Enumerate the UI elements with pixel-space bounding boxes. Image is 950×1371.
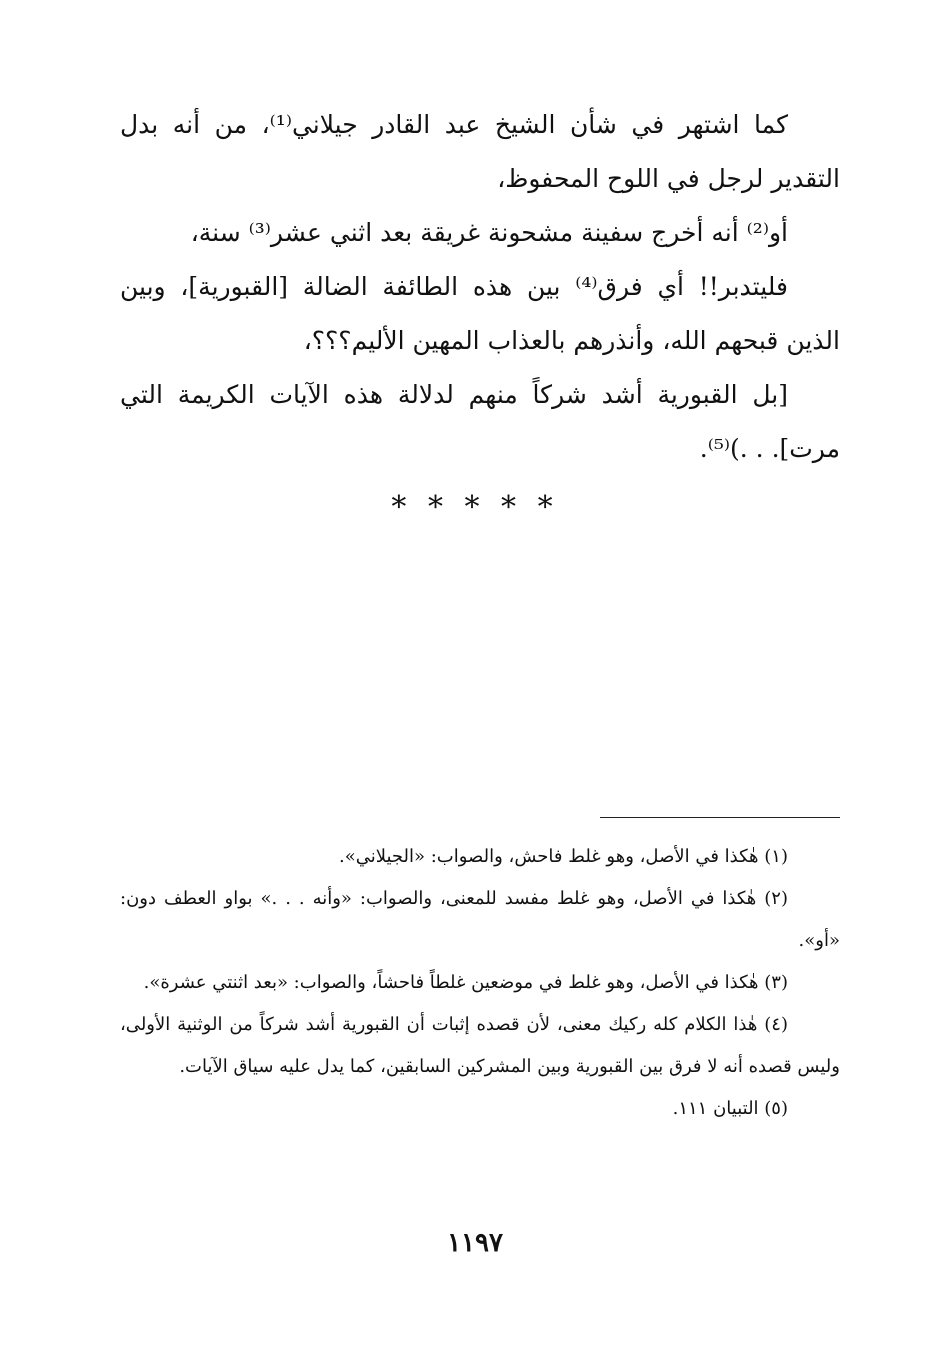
body-paragraph-4: [بل القبورية أشد شركاً منهم لدلالة هذه الآيات الكريمة التي مرت]. . .)⁽⁵⁾. [120,380,840,463]
footnotes [120,836,840,1130]
main-text [120,98,840,476]
footnote-2: (٢) هٰكذا في الأصل، وهو غلط مفسد للمعنى، والصواب: «وأنه . . .» بواو العطف دون: «أو». [120,888,840,951]
body-paragraph-3: فليتدبر!! أي فرق⁽⁴⁾ بين هذه الطائفة الضالة [القبورية]، وبين الذين قبحهم الله، وأنذرهم بالعذاب المهين الأليم؟؟؟، [120,272,840,355]
footnote-4: (٤) هٰذا الكلام كله ركيك معنى، لأن قصده إثبات أن القبورية أشد شركاً من الوثنية الأولى، وليس قصده أنه لا فرق بين القبورية وبين المشركين السابقين، كما يدل عليه سياق الآيات. [120,1014,840,1077]
body-paragraph-1: كما اشتهر في شأن الشيخ عبد القادر جيلاني⁽¹⁾، من أنه بدل التقدير لرجل في اللوح المحفوظ، [120,110,840,193]
footnote-3: (٣) هٰكذا في الأصل، وهو غلط في موضعين غلطاً فاحشاً، والصواب: «بعد اثنتي عشرة». [143,972,788,993]
page-number: ١١٩٧ [447,1228,503,1258]
section-separator: * * * * * [391,490,559,525]
footnote-5: (٥) التبيان ١١١. [672,1098,788,1119]
body-paragraph-2: أو⁽²⁾ أنه أخرج سفينة مشحونة غريقة بعد اثني عشر⁽³⁾ سنة، [190,218,788,247]
footnote-1: (١) هٰكذا في الأصل، وهو غلط فاحش، والصواب: «الجيلاني». [338,846,788,867]
footnote-rule [600,817,840,818]
